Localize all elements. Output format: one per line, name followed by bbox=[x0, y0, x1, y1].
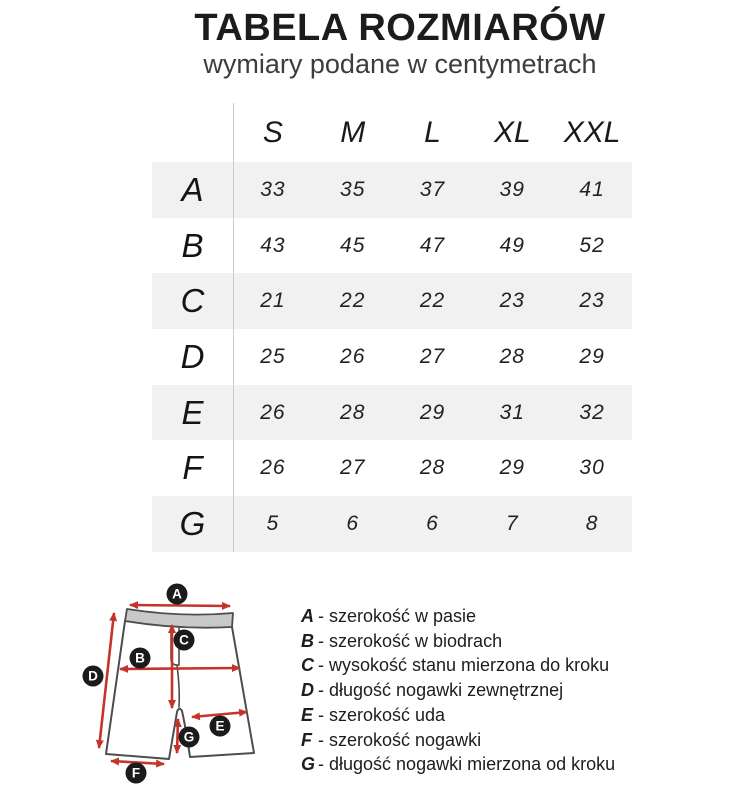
cell-value: 35 bbox=[340, 177, 366, 201]
legend-key: G bbox=[301, 754, 316, 775]
column-header-m: M bbox=[340, 115, 366, 149]
legend-separator: - bbox=[318, 729, 324, 750]
legend-text: szerokość w biodrach bbox=[329, 630, 503, 651]
row-label: F bbox=[182, 449, 203, 487]
page-header bbox=[46, 8, 754, 78]
row-label: A bbox=[181, 170, 204, 208]
table-row-a bbox=[152, 162, 632, 218]
cell-value: 6 bbox=[426, 511, 439, 535]
column-header-s: S bbox=[262, 115, 283, 149]
cell-value: 28 bbox=[340, 400, 366, 424]
cell-value: 29 bbox=[419, 400, 446, 424]
cell-value: 7 bbox=[505, 511, 519, 535]
table-row-c bbox=[152, 273, 632, 329]
legend-text: szerokość nogawki bbox=[329, 729, 482, 750]
table-row-e bbox=[152, 385, 632, 441]
cell-value: 52 bbox=[579, 233, 605, 257]
page-title: TABELA ROZMIARÓW bbox=[194, 7, 606, 49]
table-divider bbox=[233, 103, 234, 552]
legend-separator: - bbox=[318, 754, 324, 775]
cell-value: 45 bbox=[340, 233, 366, 257]
cell-value: 27 bbox=[419, 344, 446, 368]
legend-key: D bbox=[301, 680, 314, 701]
cell-value: 30 bbox=[579, 456, 605, 480]
table-row-g bbox=[152, 496, 632, 552]
row-label: B bbox=[181, 226, 204, 264]
cell-value: 26 bbox=[260, 456, 286, 480]
legend-text: długość nogawki mierzona od kroku bbox=[329, 754, 616, 775]
column-header-xxl: XXL bbox=[563, 115, 621, 149]
measurement-legend bbox=[301, 604, 615, 777]
legend-text: szerokość w pasie bbox=[329, 606, 477, 626]
cell-value: 8 bbox=[585, 511, 599, 535]
cell-value: 23 bbox=[499, 289, 525, 313]
cell-value: 26 bbox=[340, 344, 366, 368]
legend-item bbox=[301, 604, 615, 629]
cell-value: 32 bbox=[579, 400, 605, 424]
badge-letter-b: B bbox=[135, 650, 145, 666]
legend-key: A bbox=[301, 606, 314, 626]
column-header-l: L bbox=[424, 115, 441, 149]
badge-letter-g: G bbox=[183, 729, 195, 745]
legend-separator: - bbox=[318, 655, 324, 676]
cell-value: 37 bbox=[419, 177, 446, 201]
legend-item bbox=[301, 728, 615, 753]
cell-value: 39 bbox=[499, 177, 525, 201]
legend-separator: - bbox=[318, 704, 324, 725]
legend-separator: - bbox=[318, 630, 324, 651]
measure-arrow-g bbox=[177, 719, 178, 753]
legend-item bbox=[301, 703, 615, 728]
measure-arrow-a bbox=[130, 605, 230, 606]
badge-letter-a: A bbox=[172, 586, 182, 602]
column-header-xl: XL bbox=[493, 115, 531, 149]
cell-value: 29 bbox=[499, 456, 525, 480]
legend-key: E bbox=[301, 704, 314, 725]
row-label: G bbox=[179, 504, 206, 542]
cell-value: 27 bbox=[340, 456, 366, 480]
legend-key: B bbox=[301, 630, 314, 651]
cell-value: 28 bbox=[419, 456, 446, 480]
shorts-diagram bbox=[75, 583, 315, 796]
legend-text: długość nogawki zewnętrznej bbox=[329, 680, 564, 701]
cell-value: 23 bbox=[579, 289, 605, 313]
cell-value: 21 bbox=[260, 289, 286, 313]
badge-letter-d: D bbox=[88, 668, 98, 684]
cell-value: 43 bbox=[260, 233, 286, 257]
legend-item bbox=[301, 678, 615, 703]
cell-value: 41 bbox=[579, 177, 605, 201]
cell-value: 28 bbox=[499, 344, 525, 368]
shorts-diagram-svg bbox=[75, 583, 315, 796]
legend-key: C bbox=[301, 655, 314, 676]
legend-item bbox=[301, 653, 615, 678]
badge-letter-f: F bbox=[131, 765, 141, 781]
row-label: C bbox=[180, 282, 205, 320]
cell-value: 33 bbox=[260, 177, 286, 201]
cell-value: 47 bbox=[419, 233, 446, 257]
row-label: D bbox=[180, 337, 205, 375]
page-subtitle: wymiary podane w centymetrach bbox=[203, 48, 597, 79]
cell-value: 26 bbox=[260, 400, 286, 424]
table-row-d bbox=[152, 329, 632, 385]
legend-separator: - bbox=[318, 680, 324, 701]
cell-value: 22 bbox=[340, 289, 366, 313]
legend-text: szerokość uda bbox=[329, 704, 446, 725]
cell-value: 5 bbox=[266, 511, 280, 535]
row-label: E bbox=[181, 393, 204, 431]
cell-value: 6 bbox=[346, 511, 360, 535]
cell-value: 29 bbox=[579, 344, 605, 368]
table-row-f bbox=[152, 440, 632, 496]
legend-item bbox=[301, 752, 615, 777]
table-header-row bbox=[152, 103, 632, 162]
cell-value: 49 bbox=[499, 233, 525, 257]
legend-item bbox=[301, 629, 615, 654]
table-row-b bbox=[152, 218, 632, 274]
cell-value: 25 bbox=[260, 344, 286, 368]
legend-separator: - bbox=[318, 606, 324, 626]
legend-key: F bbox=[301, 729, 312, 750]
cell-value: 22 bbox=[419, 289, 446, 313]
size-table bbox=[152, 103, 632, 552]
cell-value: 31 bbox=[499, 400, 525, 424]
badge-letter-e: E bbox=[215, 718, 225, 734]
legend-text: wysokość stanu mierzona do kroku bbox=[329, 655, 610, 676]
badge-letter-c: C bbox=[179, 632, 189, 648]
